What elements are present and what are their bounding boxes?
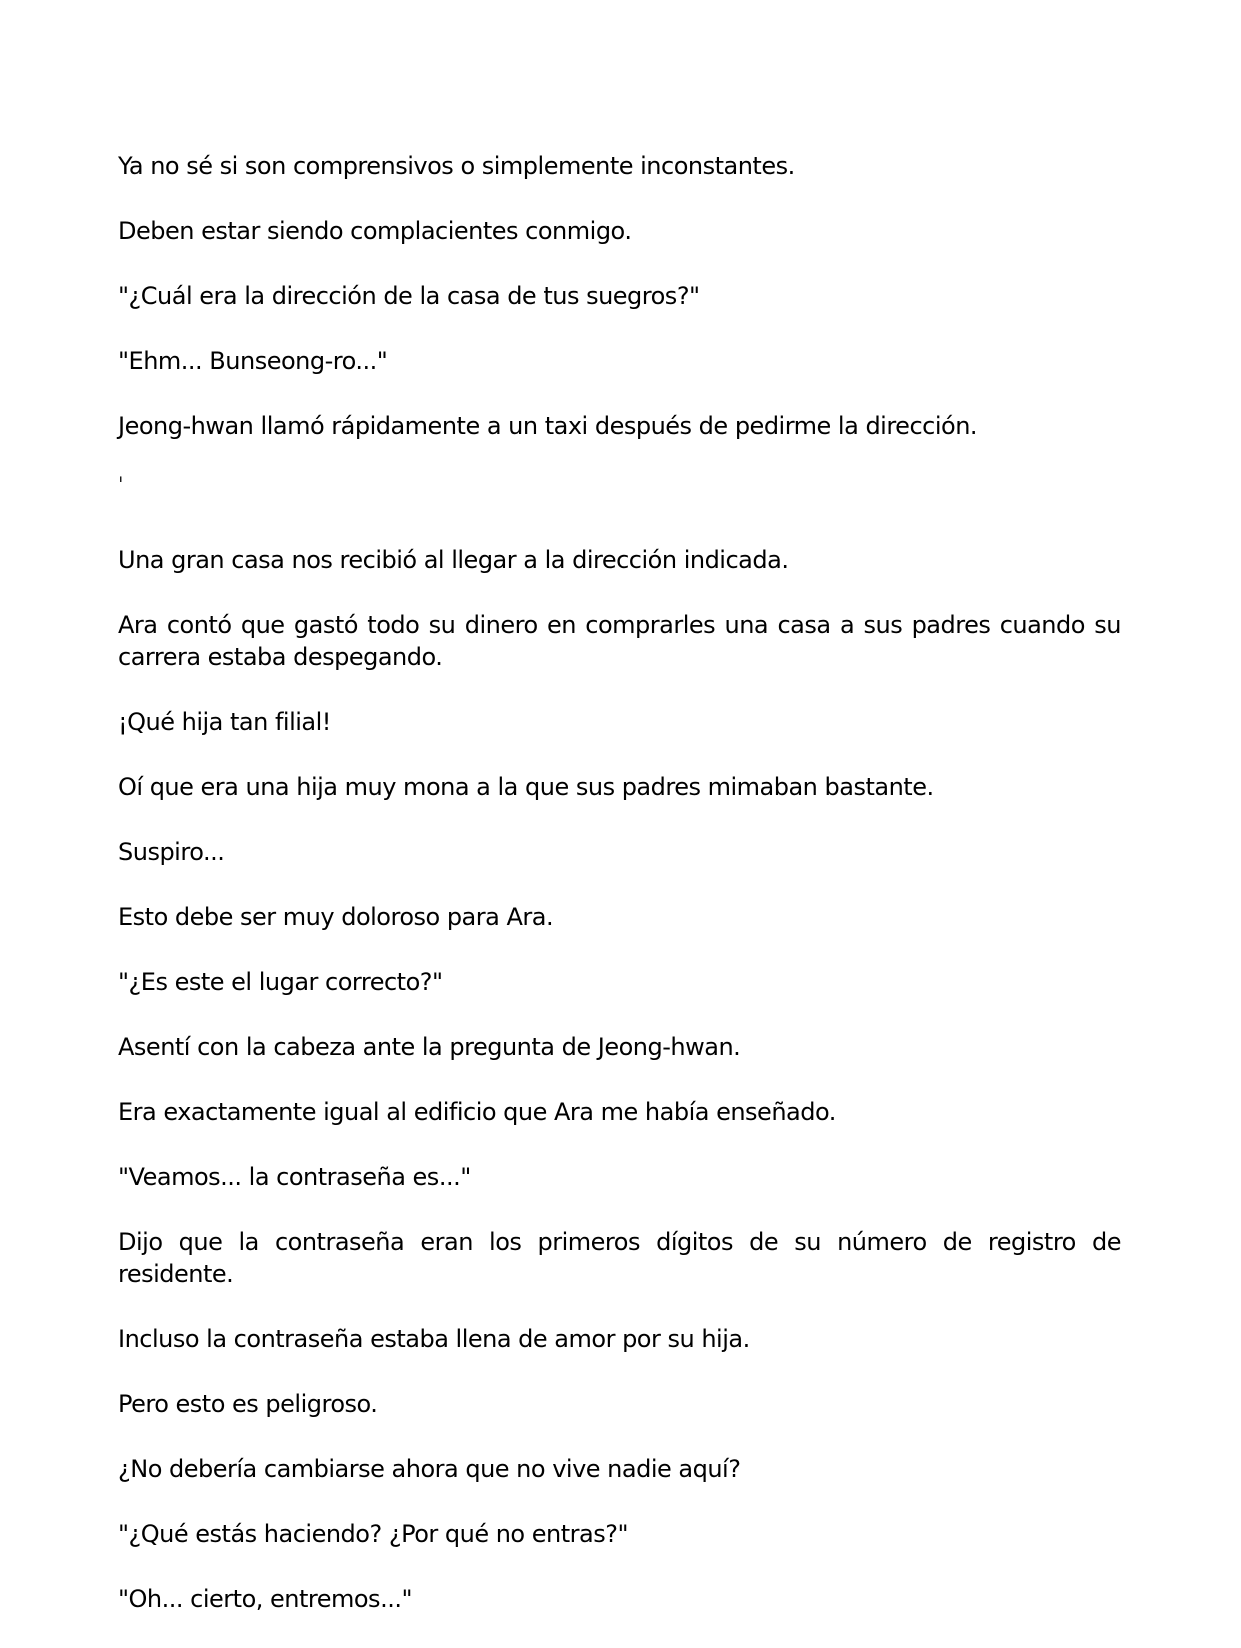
paragraph: "Veamos... la contraseña es..."	[118, 1163, 471, 1191]
paragraph: Asentí con la cabeza ante la pregunta de Jeong-hwan.	[118, 1033, 741, 1061]
paragraph: ¿No debería cambiarse ahora que no vive nadie aquí?	[118, 1455, 741, 1483]
paragraph: "Oh... cierto, entremos..."	[118, 1585, 412, 1613]
paragraph: Esto debe ser muy doloroso para Ara.	[118, 903, 554, 931]
paragraph: "¿Qué estás haciendo? ¿Por qué no entras?"	[118, 1520, 628, 1548]
document-body	[118, 150, 1121, 1648]
paragraph: Dijo que la contraseña eran los primeros dígitos de su número de registro de residente.	[118, 1228, 1121, 1288]
paragraph: "¿Cuál era la dirección de la casa de tus suegros?"	[118, 282, 700, 310]
paragraph: Ya no sé si son comprensivos o simplemente inconstantes.	[118, 152, 795, 180]
paragraph: Ara contó que gastó todo su dinero en comprarles una casa a sus padres cuando su carrera estaba despegando.	[118, 611, 1121, 671]
paragraph: Suspiro...	[118, 838, 225, 866]
paragraph: ¡Qué hija tan filial!	[118, 708, 331, 736]
paragraph: Incluso la contraseña estaba llena de amor por su hija.	[118, 1325, 750, 1353]
paragraph: Pero esto es peligroso.	[118, 1390, 378, 1418]
paragraph: Oí que era una hija muy mona a la que sus padres mimaban bastante.	[118, 773, 934, 801]
paragraph: Jeong-hwan llamó rápidamente a un taxi después de pedirme la dirección.	[118, 412, 978, 440]
paragraph: "¿Es este el lugar correcto?"	[118, 968, 443, 996]
paragraph: "Ehm... Bunseong-ro..."	[118, 347, 388, 375]
paragraph: Deben estar siendo complacientes conmigo.	[118, 217, 632, 245]
stray-mark: ˈ	[118, 473, 123, 497]
paragraph: Era exactamente igual al edificio que Ara me había enseñado.	[118, 1098, 836, 1126]
paragraph: Una gran casa nos recibió al llegar a la dirección indicada.	[118, 546, 789, 574]
